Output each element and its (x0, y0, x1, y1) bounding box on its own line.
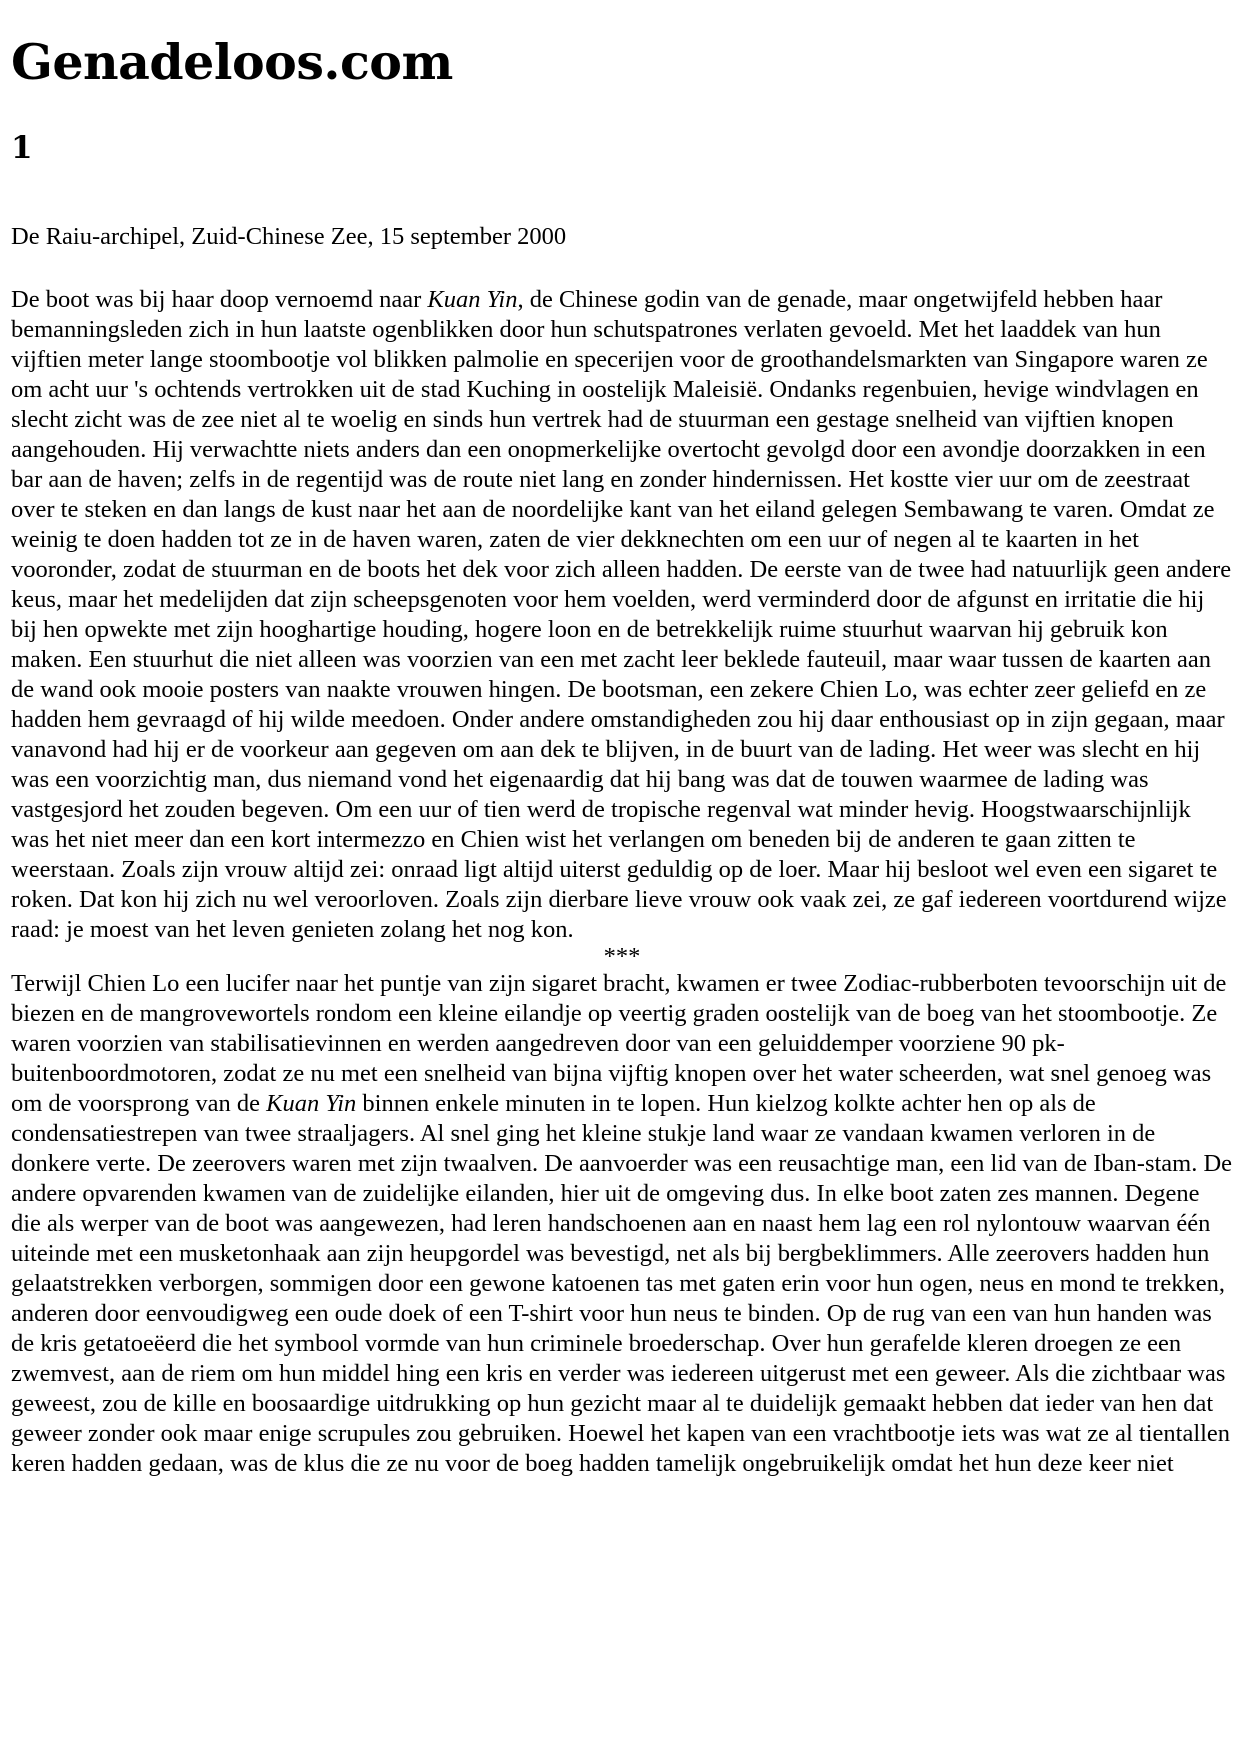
section-separator: *** (603, 943, 641, 970)
site-title: Genadeloos.com (11, 33, 453, 91)
location-line: De Raiu-archipel, Zuid-Chinese Zee, 15 september 2000 (11, 223, 567, 250)
document-page (11, 0, 1233, 1479)
ship-name-italic: Kuan Yin (427, 286, 518, 313)
paragraph-1 (11, 285, 1233, 945)
paragraph-1-start: De boot was bij haar doop vernoemd naar (11, 286, 428, 313)
paragraph-2-start: Terwijl Chien Lo een lucifer naar het puntje van zijn sigaret bracht, kwamen er twee Zodiac-rubberboten tevoorschijn uit de biezen en de mangrovewortels rondom een kleine eilandje op veertig graden oostelijk van de boeg van het stoombootje. Ze waren voorzien van stabilisatievinnen en werden aangedreven door van een geluiddemper voorziene 90 pk-buitenboordmotoren, zodat ze nu met een snelheid van bijna vijftig knopen over het water scheerden, wat snel genoeg was om de voorsprong van de (11, 970, 1227, 1117)
paragraph-2 (11, 969, 1233, 1479)
ship-name-italic: Kuan Yin (266, 1090, 357, 1117)
paragraph-1-rest: , de Chinese godin van de genade, maar ongetwijfeld hebben haar bemanningsleden zich in hun laatste ogenblikken door hun schutspatrones verlaten gevoeld. Met het laaddek van hun vijftien meter lange stoombootje vol blikken palmolie en specerijen voor de groothandelsmarkten van Singapore waren ze om acht uur 's ochtends vertrokken uit de stad Kuching in oostelijk Maleisië. Ondanks regenbuien, hevige windvlagen en slecht zicht was de zee niet al te woelig en sinds hun vertrek had de stuurman een gestage snelheid van vijftien knopen aangehouden. Hij verwachtte niets anders dan een onopmerkelijke overtocht gevolgd door een avondje doorzakken in een bar aan de haven; zelfs in de regentijd was de route niet lang en zonder hindernissen. Het kostte vier uur om de zeestraat over te steken en dan langs de kust naar het aan de noordelijke kant van het eiland gelegen Sembawang te varen. Omdat ze weinig te doen hadden tot ze in de haven waren, zaten de vier dekknechten om een uur of negen al te kaarten in het vooronder, zodat de stuurman en de boots het dek voor zich alleen hadden. De eerste van de twee had natuurlijk geen andere keus, maar het medelijden dat zijn scheepsgenoten voor hem voelden, werd verminderd door de afgunst en irritatie die hij bij hen opwekte met zijn hooghartige houding, hogere loon en de betrekkelijk ruime stuurhut waarvan hij gebruik kon maken. Een stuurhut die niet alleen was voorzien van een met zacht leer beklede fauteuil, maar waar tussen de kaarten aan de wand ook mooie posters van naakte vrouwen hingen. De bootsman, een zekere Chien Lo, was echter zeer geliefd en ze hadden hem gevraagd of hij wilde meedoen. Onder andere omstandigheden zou hij daar enthousiast op in zijn gegaan, maar vanavond had hij er de voorkeur aan gegeven om aan dek te blijven, in de buurt van de lading. Het weer was slecht en hij was een voorzichtig man, dus niemand vond het eigenaardig dat hij bang was dat de touwen waarmee de lading was vastgesjord het zouden begeven. Om een uur of tien werd de tropische regenval wat minder hevig. Hoogstwaarschijnlijk was het niet meer dan een kort intermezzo en Chien wist het verlangen om beneden bij de anderen te gaan zitten te weerstaan. Zoals zijn vrouw altijd zei: onraad ligt altijd uiterst geduldig op de loer. Maar hij besloot wel even een sigaret te roken. Dat kon hij zich nu wel veroorloven. Zoals zijn dierbare lieve vrouw ook vaak zei, ze gaf iedereen voortdurend wijze raad: je moest van het leven genieten zolang het nog kon. (11, 286, 1232, 943)
chapter-number: 1 (11, 130, 33, 166)
paragraph-2-rest: binnen enkele minuten in te lopen. Hun kielzog kolkte achter hen op als de condensatiestrepen van twee straaljagers. Al snel ging het kleine stukje land waar ze vandaan kwamen verloren in de donkere verte. De zeerovers waren met zijn twaalven. De aanvoerder was een reusachtige man, een lid van de Iban-stam. De andere opvarenden kwamen van de zuidelijke eilanden, hier uit de omgeving dus. In elke boot zaten zes mannen. Degene die als werper van de boot was aangewezen, had leren handschoenen aan en naast hem lag een rol nylontouw waarvan één uiteinde met een musketonhaak aan zijn heupgordel was bevestigd, net als bij bergbeklimmers. Alle zeerovers hadden hun gelaatstrekken verborgen, sommigen door een gewone katoenen tas met gaten erin voor hun ogen, neus en mond te trekken, anderen door eenvoudigweg een oude doek of een T-shirt voor hun neus te binden. Op de rug van een van hun handen was de kris getatoeëerd die het symbool vormde van hun criminele broederschap. Over hun gerafelde kleren droegen ze een zwemvest, aan de riem om hun middel hing een kris en verder was iedereen uitgerust met een geweer. Als die zichtbaar was geweest, zou de kille en boosaardige uitdrukking op hun gezicht maar al te duidelijk gemaakt hebben dat ieder van hen dat geweer zonder ook maar enige scrupules zou gebruiken. Hoewel het kapen van een vrachtbootje iets was wat ze al tientallen keren hadden gedaan, was de klus die ze nu voor de boeg hadden tamelijk ongebruikelijk omdat het hun deze keer niet (11, 1090, 1233, 1477)
